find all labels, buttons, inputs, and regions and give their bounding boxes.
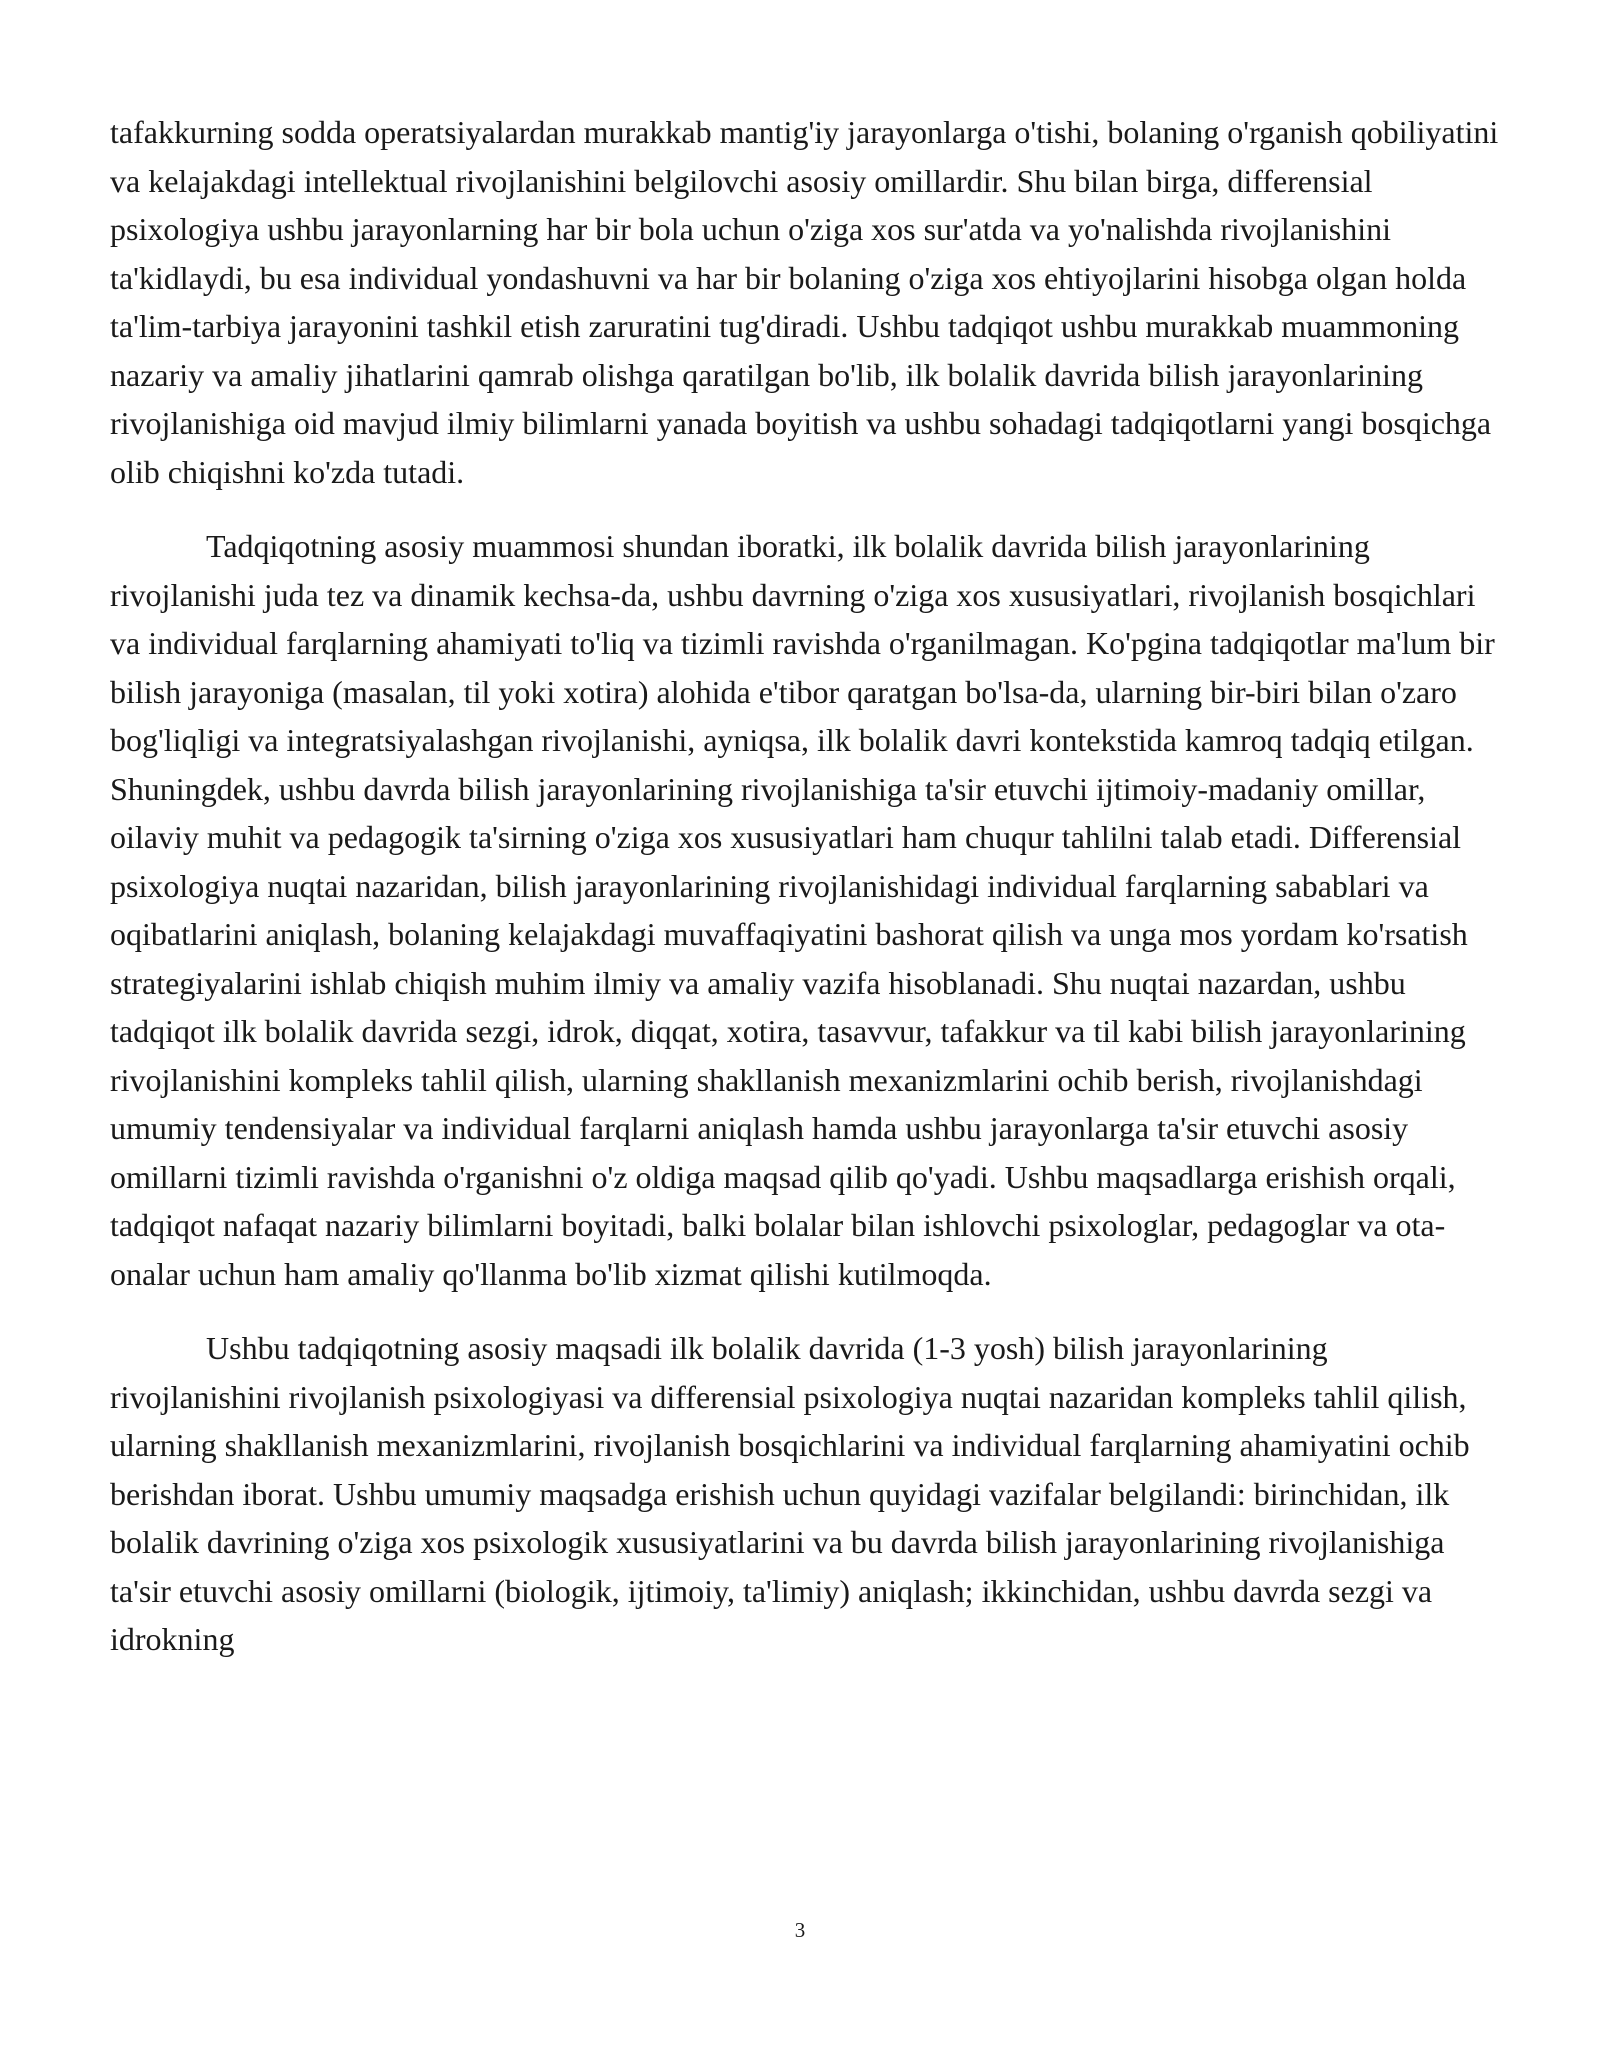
paragraph-research-goal: Ushbu tadqiqotning asosiy maqsadi ilk bolalik davrida (1-3 yosh) bilish jarayonlarining rivojlanishini rivojlanish psixologiyasi va differensial psixologiya nuqtai nazaridan kompleks tahlil qilish, ularning shakllanish mexanizmlarini, rivojlanish bosqichlarini va individual farqlarning ahamiyatini ochib berishdan iborat. Ushbu umumiy maqsadga erishish uchun quyidagi vazifalar belgilandi: birinchidan, ilk bolalik davrining o'ziga xos psixologik xususiyatlarini va bu davrda bilish jarayonlarining rivojlanishiga ta'sir etuvchi asosiy omillarni (biologik, ijtimoiy, ta'limiy) aniqlash; ikkinchidan, ushbu davrda sezgi va idrokning — [110, 1330, 1470, 1657]
paragraph-continued: tafakkurning sodda operatsiyalardan murakkab mantig'iy jarayonlarga o'tishi, bolaning o'rganish qobiliyatini va kelajakdagi intellektual rivojlanishini belgilovchi asosiy omillardir. Shu bilan birga, differensial psixologiya ushbu jarayonlarning har bir bola uchun o'ziga xos sur'atda va yo'nalishda rivojlanishini ta'kidlaydi, bu esa individual yondashuvni va har bir bolaning o'ziga xos ehtiyojlarini hisobga olgan holda ta'lim-tarbiya jarayonini tashkil etish zaruratini tug'diradi. Ushbu tadqiqot ushbu murakkab muammoning nazariy va amaliy jihatlarini qamrab olishga qaratilgan bo'lib, ilk bolalik davrida bilish jarayonlarining rivojlanishiga oid mavjud ilmiy bilimlarni yanada boyitish va ushbu sohadagi tadqiqotlarni yangi bosqichga olib chiqishni ko'zda tutadi. — [110, 114, 1499, 490]
paragraph-research-problem: Tadqiqotning asosiy muammosi shundan iboratki, ilk bolalik davrida bilish jarayonlarining rivojlanishi juda tez va dinamik kechsa-da, ushbu davrning o'ziga xos xususiyatlari, rivojlanish bosqichlari va individual farqlarning ahamiyati to'liq va tizimli ravishda o'rganilmagan. Ko'pgina tadqiqotlar ma'lum bir bilish jarayoniga (masalan, til yoki xotira) alohida e'tibor qaratgan bo'lsa-da, ularning bir-biri bilan o'zaro bog'liqligi va integratsiyalashgan rivojlanishi, ayniqsa, ilk bolalik davri kontekstida kamroq tadqiq etilgan. Shuningdek, ushbu davrda bilish jarayonlarining rivojlanishiga ta'sir etuvchi ijtimoiy-madaniy omillar, oilaviy muhit va pedagogik ta'sirning o'ziga xos xususiyatlari ham chuqur tahlilni talab etadi. Differensial psixologiya nuqtai nazaridan, bilish jarayonlarining rivojlanishidagi individual farqlarning sabablari va oqibatlarini aniqlash, bolaning kelajakdagi muvaffaqiyatini bashorat qilish va unga mos yordam ko'rsatish strategiyalarini ishlab chiqish muhim ilmiy va amaliy vazifa hisoblanadi. Shu nuqtai nazardan, ushbu tadqiqot ilk bolalik davrida sezgi, idrok, diqqat, xotira, tasavvur, tafakkur va til kabi bilish jarayonlarining rivojlanishini kompleks tahlil qilish, ularning shakllanish mexanizmlarini ochib berish, rivojlanishdagi umumiy tendensiyalar va individual farqlarni aniqlash hamda ushbu jarayonlarga ta'sir etuvchi asosiy omillarni tizimli ravishda o'rganishni o'z oldiga maqsad qilib qo'yadi. Ushbu maqsadlarga erishish orqali, tadqiqot nafaqat nazariy bilimlarni boyitadi, balki bolalar bilan ishlovchi psixologlar, pedagoglar va ota-onalar uchun ham amaliy qo'llanma bo'lib xizmat qilishi kutilmoqda. — [110, 528, 1495, 1292]
page-number: 3 — [794, 1918, 806, 1942]
body-text — [110, 108, 1500, 1690]
